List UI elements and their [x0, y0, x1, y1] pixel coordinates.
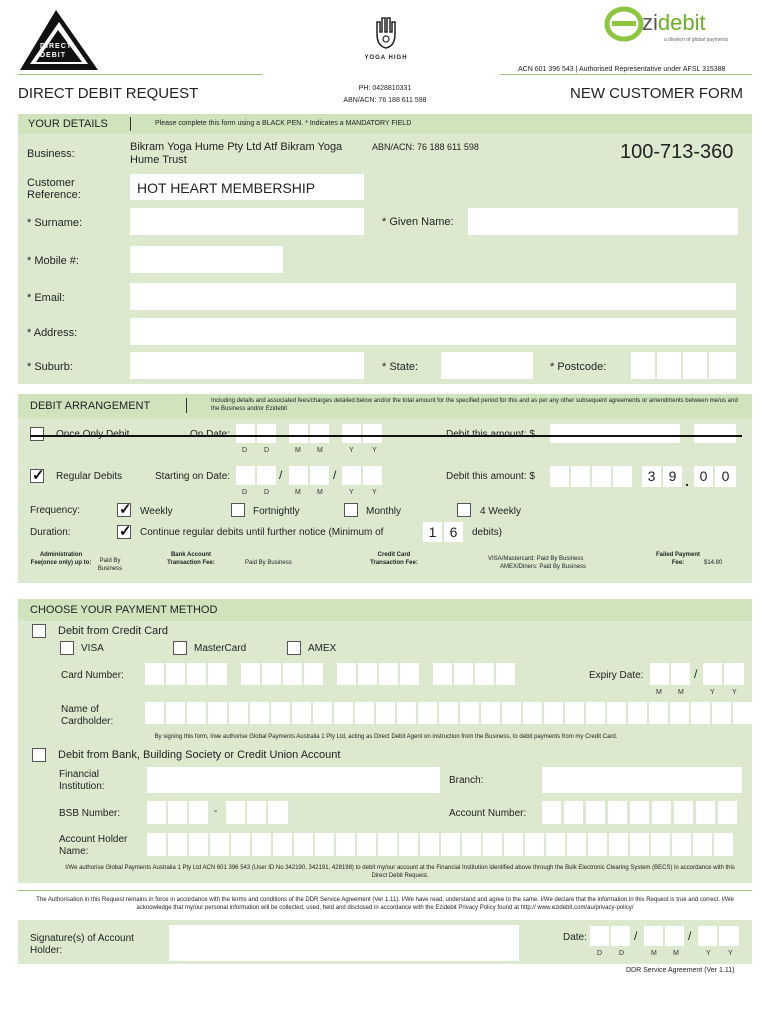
- signature-field[interactable]: [169, 925, 519, 961]
- cardholder-name-char[interactable]: [565, 702, 584, 724]
- date-separator: /: [333, 468, 337, 482]
- credit-card-authority: By signing this form, I/we authorise Global Payments Australia 1 Pty Ltd, acting as Direct Debit Agent on instruction from the Business, to debit payments from my Credit Card.: [154, 734, 618, 740]
- cardholder-name-char[interactable]: [607, 702, 626, 724]
- your-details-section: [18, 134, 752, 384]
- date-sub-d: D: [242, 489, 248, 496]
- account-number-digit[interactable]: [564, 801, 583, 824]
- postcode-digit[interactable]: [683, 352, 707, 379]
- once-only-amount-dollars[interactable]: [550, 424, 680, 443]
- mandatory-instruction: Please complete this form using a BLACK PEN. * Indicates a MANDATORY FIELD: [155, 120, 412, 127]
- four-weekly-label: 4 Weekly: [480, 506, 521, 517]
- strike-through-line: [30, 435, 742, 437]
- account-holder-char[interactable]: [294, 833, 313, 856]
- account-holder-char[interactable]: [273, 833, 292, 856]
- bank-fee-value: Paid By Business: [245, 560, 292, 566]
- cardholder-name-char[interactable]: [523, 702, 542, 724]
- checkmark-icon: ✓: [32, 467, 45, 484]
- bsb-digit[interactable]: [268, 801, 288, 824]
- date-separator: /: [688, 929, 692, 943]
- amount-digit[interactable]: [571, 466, 590, 487]
- payment-method-heading: CHOOSE YOUR PAYMENT METHOD: [30, 604, 218, 616]
- cardholder-name-char[interactable]: [691, 702, 710, 724]
- address-label: * Address:: [27, 327, 78, 339]
- surname-field[interactable]: [130, 208, 364, 235]
- regular-debits-label: Regular Debits: [56, 471, 123, 482]
- yoga-logo: [358, 14, 414, 64]
- ezidebit-swirl-icon: [604, 4, 644, 44]
- amount-digit[interactable]: 0: [715, 466, 736, 487]
- cardholder-label: Name of Cardholder:: [61, 704, 114, 727]
- card-number-digit[interactable]: [358, 663, 377, 685]
- account-holder-char[interactable]: [588, 833, 607, 856]
- account-holder-char[interactable]: [378, 833, 397, 856]
- logo-line1: DIRECT: [40, 43, 73, 50]
- signature-date-day[interactable]: [611, 926, 630, 946]
- sig-date-sub-m: M: [651, 950, 657, 957]
- date-sub-d: D: [264, 489, 270, 496]
- cardholder-name-char[interactable]: [649, 702, 668, 724]
- on-date-day[interactable]: [236, 424, 255, 443]
- date-sub-y: Y: [349, 489, 354, 496]
- cardholder-name-char[interactable]: [544, 702, 563, 724]
- sig-date-sub-d: D: [597, 950, 603, 957]
- start-date-day[interactable]: [236, 466, 255, 485]
- sig-date-sub-d: D: [619, 950, 625, 957]
- suburb-field[interactable]: [130, 352, 364, 379]
- given-name-field[interactable]: [468, 208, 738, 235]
- mastercard-checkbox[interactable]: [173, 641, 187, 655]
- account-holder-char[interactable]: [546, 833, 565, 856]
- start-date-day[interactable]: [257, 466, 276, 485]
- card-number-digit[interactable]: [241, 663, 260, 685]
- regular-debits-checkbox[interactable]: [30, 469, 44, 483]
- amex-label: AMEX: [308, 643, 337, 654]
- card-number-digit[interactable]: [304, 663, 323, 685]
- debit-arrangement-heading: DEBIT ARRANGEMENT: [30, 400, 151, 412]
- direct-debit-logo-shape: [18, 8, 100, 72]
- account-holder-char[interactable]: [483, 833, 502, 856]
- visa-checkbox[interactable]: [60, 641, 74, 655]
- card-number-digit[interactable]: [433, 663, 452, 685]
- surname-label: * Surname:: [27, 217, 83, 229]
- direct-debit-logo: [18, 8, 100, 72]
- logo-line2: DEBIT: [40, 52, 66, 59]
- branch-label: Branch:: [449, 775, 484, 786]
- signature-date-year[interactable]: [698, 926, 717, 946]
- account-number-digit[interactable]: [542, 801, 561, 824]
- bsb-digit[interactable]: [147, 801, 166, 824]
- phone-number: PH: 0428810331: [358, 85, 412, 92]
- institution-field[interactable]: [147, 767, 440, 793]
- account-number-digit[interactable]: [586, 801, 605, 824]
- business-abn: ABN/ACN: 76 188 611 598: [372, 142, 479, 152]
- cardholder-name-char[interactable]: [502, 702, 521, 724]
- account-number-digit[interactable]: [696, 801, 715, 824]
- customer-reference-field[interactable]: [130, 174, 364, 200]
- signature-date-month[interactable]: [665, 926, 684, 946]
- bank-account-label: Debit from Bank, Building Society or Credit Union Account: [58, 749, 341, 761]
- card-number-digit[interactable]: [337, 663, 356, 685]
- card-number-digit[interactable]: [187, 663, 206, 685]
- minimum-debits-digit[interactable]: 1: [423, 522, 442, 542]
- monthly-label: Monthly: [366, 506, 402, 517]
- heading-divider: [186, 398, 187, 413]
- cardholder-name-char[interactable]: [355, 702, 374, 724]
- branch-field[interactable]: [542, 767, 742, 793]
- cardholder-name-char[interactable]: [397, 702, 416, 724]
- expiry-sub-m: M: [656, 689, 662, 696]
- ezidebit-logo: [604, 4, 754, 48]
- cc-fee-visa: VISA/Mastercard: Paid By Business: [488, 556, 584, 562]
- expiry-sub-m: M: [678, 689, 684, 696]
- expiry-date-label: Expiry Date:: [589, 670, 644, 681]
- date-sub-m: M: [295, 489, 301, 496]
- cardholder-name-char[interactable]: [712, 702, 731, 724]
- cardholder-name-char[interactable]: [292, 702, 311, 724]
- amount-digit[interactable]: [613, 466, 632, 487]
- regular-amount-label: Debit this amount: $: [446, 471, 535, 482]
- cardholder-name-char[interactable]: [250, 702, 269, 724]
- email-field[interactable]: [130, 283, 736, 310]
- cardholder-name-char[interactable]: [166, 702, 185, 724]
- postcode-digit[interactable]: [631, 352, 655, 379]
- start-date-month[interactable]: [310, 466, 329, 485]
- amount-digit[interactable]: 3: [642, 466, 661, 487]
- credit-card-label: Debit from Credit Card: [58, 625, 169, 637]
- card-number-digit[interactable]: [496, 663, 515, 685]
- expiry-month[interactable]: [650, 663, 669, 685]
- cardholder-name-char[interactable]: [187, 702, 206, 724]
- expiry-year[interactable]: [703, 663, 722, 685]
- bsb-digit[interactable]: [247, 801, 266, 824]
- fortnightly-checkbox[interactable]: [231, 503, 245, 517]
- account-holder-char[interactable]: [693, 833, 712, 856]
- yoga-logo-text: YOGA HIGH: [364, 55, 408, 61]
- sig-date-sub-y: Y: [706, 950, 711, 957]
- card-number-digit[interactable]: [262, 663, 281, 685]
- fortnightly-label: Fortnightly: [253, 506, 300, 517]
- cardholder-name-char[interactable]: [418, 702, 437, 724]
- bsb-digit[interactable]: [168, 801, 187, 824]
- once-only-amount-cents[interactable]: [694, 424, 736, 443]
- on-date-month[interactable]: [289, 424, 308, 443]
- account-holder-label: Account Holder Name:: [59, 834, 128, 857]
- ezidebit-tagline: a division of global payments: [664, 37, 729, 43]
- header-abn: ABN/ACN: 76 188 611 598: [343, 97, 427, 104]
- date-sub-y: Y: [372, 447, 377, 454]
- ezidebit-logo-debit: debit: [657, 10, 706, 35]
- date-separator: /: [634, 929, 638, 943]
- cardholder-name-char[interactable]: [733, 702, 752, 724]
- expiry-separator: /: [694, 667, 698, 681]
- expiry-year[interactable]: [724, 663, 744, 685]
- account-holder-char[interactable]: [462, 833, 481, 856]
- account-holder-char[interactable]: [315, 833, 334, 856]
- cardholder-name-char[interactable]: [481, 702, 500, 724]
- bsb-digit[interactable]: [226, 801, 245, 824]
- cardholder-name-char[interactable]: [229, 702, 248, 724]
- business-reference-number: 100-713-360: [620, 141, 734, 163]
- account-holder-char[interactable]: [630, 833, 649, 856]
- your-details-heading: YOUR DETAILS: [28, 118, 108, 130]
- mobile-field[interactable]: [130, 246, 283, 273]
- business-value: Bikram Yoga Hume Pty Ltd Atf Bikram Yoga Hume Trust: [130, 141, 343, 166]
- account-holder-char[interactable]: [441, 833, 460, 856]
- cardholder-name-char[interactable]: [334, 702, 353, 724]
- bsb-dash: -: [214, 806, 218, 817]
- card-number-digit[interactable]: [283, 663, 302, 685]
- card-number-label: Card Number:: [61, 670, 124, 681]
- version-text: DDR Service Agreement (Ver 1.11): [626, 967, 735, 974]
- your-details-header: [18, 114, 752, 134]
- minimum-debits-digit[interactable]: 6: [444, 522, 463, 542]
- header-rule-right: [500, 74, 752, 75]
- cardholder-name-char[interactable]: [376, 702, 395, 724]
- account-holder-char[interactable]: [147, 833, 166, 856]
- amount-digit[interactable]: 0: [694, 466, 713, 487]
- sig-date-sub-y: Y: [728, 950, 733, 957]
- card-number-digit[interactable]: [166, 663, 185, 685]
- postcode-digit[interactable]: [657, 352, 681, 379]
- starting-date-label: Starting on Date:: [155, 471, 231, 482]
- cardholder-name-char[interactable]: [670, 702, 689, 724]
- account-number-digit[interactable]: [674, 801, 693, 824]
- start-date-month[interactable]: [289, 466, 308, 485]
- date-sub-d: D: [242, 447, 248, 454]
- account-holder-char[interactable]: [357, 833, 376, 856]
- date-sub-m: M: [317, 489, 323, 496]
- account-holder-char[interactable]: [252, 833, 271, 856]
- admin-fee-label: Administration Fee(once only) up to:: [30, 552, 92, 566]
- payment-method-header: [18, 599, 752, 621]
- account-holder-char[interactable]: [231, 833, 250, 856]
- date-separator: /: [279, 468, 283, 482]
- cc-fee-label: Credit Card Transaction Fee:: [370, 552, 418, 566]
- account-holder-char[interactable]: [210, 833, 229, 856]
- duration-label: Duration:: [30, 527, 71, 538]
- account-holder-char[interactable]: [714, 833, 733, 856]
- bank-account-checkbox[interactable]: [32, 748, 46, 762]
- postcode-digit[interactable]: [709, 352, 736, 379]
- account-number-digit[interactable]: [630, 801, 649, 824]
- given-name-label: * Given Name:: [382, 216, 454, 228]
- signature-date-label: Date:: [563, 932, 587, 943]
- customer-reference-label: Customer Reference:: [27, 177, 81, 201]
- account-holder-char[interactable]: [399, 833, 418, 856]
- amount-digit[interactable]: 9: [663, 466, 682, 487]
- checkmark-icon: ✓: [119, 523, 132, 540]
- card-number-digit[interactable]: [400, 663, 419, 685]
- on-date-year[interactable]: [363, 424, 382, 443]
- account-holder-char[interactable]: [567, 833, 586, 856]
- monthly-checkbox[interactable]: [344, 503, 358, 517]
- account-holder-char[interactable]: [420, 833, 439, 856]
- on-date-day[interactable]: [257, 424, 276, 443]
- signature-date-year[interactable]: [719, 926, 739, 946]
- date-sub-m: M: [295, 447, 301, 454]
- date-sub-y: Y: [349, 447, 354, 454]
- sig-date-sub-m: M: [673, 950, 679, 957]
- on-date-month[interactable]: [310, 424, 329, 443]
- account-number-label: Account Number:: [449, 808, 527, 819]
- admin-fee-value: Paid By Business: [97, 558, 123, 572]
- signature-date-day[interactable]: [590, 926, 609, 946]
- account-holder-char[interactable]: [651, 833, 670, 856]
- four-weekly-checkbox[interactable]: [457, 503, 471, 517]
- account-holder-char[interactable]: [336, 833, 355, 856]
- cardholder-name-char[interactable]: [313, 702, 332, 724]
- cardholder-name-char[interactable]: [628, 702, 647, 724]
- mastercard-label: MasterCard: [194, 643, 247, 654]
- account-holder-char[interactable]: [189, 833, 208, 856]
- start-date-year[interactable]: [342, 466, 361, 485]
- credit-card-checkbox[interactable]: [32, 624, 46, 638]
- cardholder-name-char[interactable]: [208, 702, 227, 724]
- terms-text: The Authorisation in this Request remains in force in accordance with the terms and conditions of the DDR Service Agreement (Ver 1.11). I/We have read, understand and agree to the same. I/We declare that the information in this Request is true and correct. I/We acknowledge that my/our personal information will be collected, used, held and disclosed in accordance with the Ezidebit Privacy Policy found at http:// www.ezidebit.com/au/privacy-policy/: [36, 897, 734, 911]
- account-holder-char[interactable]: [525, 833, 544, 856]
- amex-checkbox[interactable]: [287, 641, 301, 655]
- expiry-sub-y: Y: [732, 689, 737, 696]
- date-sub-m: M: [317, 447, 323, 454]
- on-date-year[interactable]: [342, 424, 361, 443]
- weekly-label: Weekly: [140, 506, 173, 517]
- ezidebit-logo-zi: zi: [642, 10, 658, 35]
- acn-line: ACN 601 396 543 | Authorised Representative under AFSL 315388: [518, 66, 726, 73]
- card-number-digit[interactable]: [208, 663, 227, 685]
- debits-suffix: debits): [472, 527, 503, 538]
- start-date-year[interactable]: [363, 466, 382, 485]
- account-holder-char[interactable]: [609, 833, 628, 856]
- account-holder-char[interactable]: [168, 833, 187, 856]
- hamsa-hand-icon: [371, 14, 401, 50]
- header-rule-left: [18, 74, 262, 75]
- account-number-digit[interactable]: [608, 801, 627, 824]
- cardholder-name-char[interactable]: [145, 702, 164, 724]
- debit-arrangement-header: [18, 394, 752, 418]
- account-number-digit[interactable]: [652, 801, 671, 824]
- footer-rule: [18, 890, 752, 891]
- heading-divider: [130, 117, 131, 131]
- fees-row: [30, 546, 742, 579]
- date-sub-y: Y: [372, 489, 377, 496]
- cardholder-name-char[interactable]: [460, 702, 479, 724]
- state-label: * State:: [382, 361, 419, 373]
- customer-reference-value: HOT HEART MEMBERSHIP: [137, 180, 316, 196]
- signature-date-month[interactable]: [644, 926, 663, 946]
- visa-label: VISA: [81, 643, 104, 654]
- bsb-label: BSB Number:: [59, 808, 121, 819]
- cardholder-name-char[interactable]: [271, 702, 290, 724]
- bank-fee-label: Bank Account Transaction Fee:: [167, 552, 215, 566]
- cardholder-name-char[interactable]: [439, 702, 458, 724]
- card-number-digit[interactable]: [145, 663, 164, 685]
- suburb-label: * Suburb:: [27, 361, 73, 373]
- checkmark-icon: ✓: [119, 501, 132, 518]
- decimal-point: .: [685, 473, 689, 489]
- debit-arrangement-note: Including details and associated fees/charges detailed below and/or the total amount for the specified period for this and as per any other subsequent agreements or amendments between me/us and the Business and/or Ezidebit: [211, 398, 738, 412]
- expiry-month[interactable]: [671, 663, 690, 685]
- bank-authority: I/We authorise Global Payments Australia 1 Pty Ltd ACN 601 396 543 (User ID No 342190, 342191, 428198) to debit my/our account at the Financial Institution identified above through the Bulk Electronic Clearing System (BECS) in accordance with this Direct Debit Request.: [65, 865, 735, 879]
- duration-text: Continue regular debits until further notice (Minimum of: [140, 527, 384, 538]
- amount-digit[interactable]: [550, 466, 569, 487]
- continue-debits-checkbox[interactable]: [117, 525, 131, 539]
- email-label: * Email:: [27, 292, 65, 304]
- account-holder-char[interactable]: [672, 833, 691, 856]
- date-sub-d: D: [264, 447, 270, 454]
- once-only-checkbox[interactable]: [30, 427, 44, 441]
- account-holder-char[interactable]: [504, 833, 523, 856]
- postcode-label: * Postcode:: [550, 361, 607, 373]
- expiry-sub-y: Y: [710, 689, 715, 696]
- frequency-label: Frequency:: [30, 505, 81, 516]
- business-label: Business:: [27, 148, 75, 160]
- failed-fee-label: Failed Payment Fee:: [656, 552, 701, 566]
- card-number-digit[interactable]: [454, 663, 473, 685]
- amount-digit[interactable]: [592, 466, 611, 487]
- form-type-title: NEW CUSTOMER FORM: [570, 85, 744, 102]
- institution-label: Financial Institution:: [59, 769, 105, 792]
- mobile-label: * Mobile #:: [27, 255, 79, 267]
- bsb-digit[interactable]: [189, 801, 208, 824]
- address-field[interactable]: [130, 318, 736, 345]
- page-title: DIRECT DEBIT REQUEST: [18, 85, 199, 102]
- card-number-digit[interactable]: [475, 663, 494, 685]
- cc-fee-amex: AMEX/Diners: Paid By Business: [500, 564, 587, 570]
- account-number-digit[interactable]: [718, 801, 737, 824]
- state-field[interactable]: [441, 352, 533, 379]
- failed-fee-value: $14.80: [704, 560, 723, 566]
- card-number-digit[interactable]: [379, 663, 398, 685]
- cardholder-name-char[interactable]: [586, 702, 605, 724]
- weekly-checkbox[interactable]: [117, 503, 131, 517]
- signature-label: Signature(s) of Account Holder:: [30, 933, 134, 956]
